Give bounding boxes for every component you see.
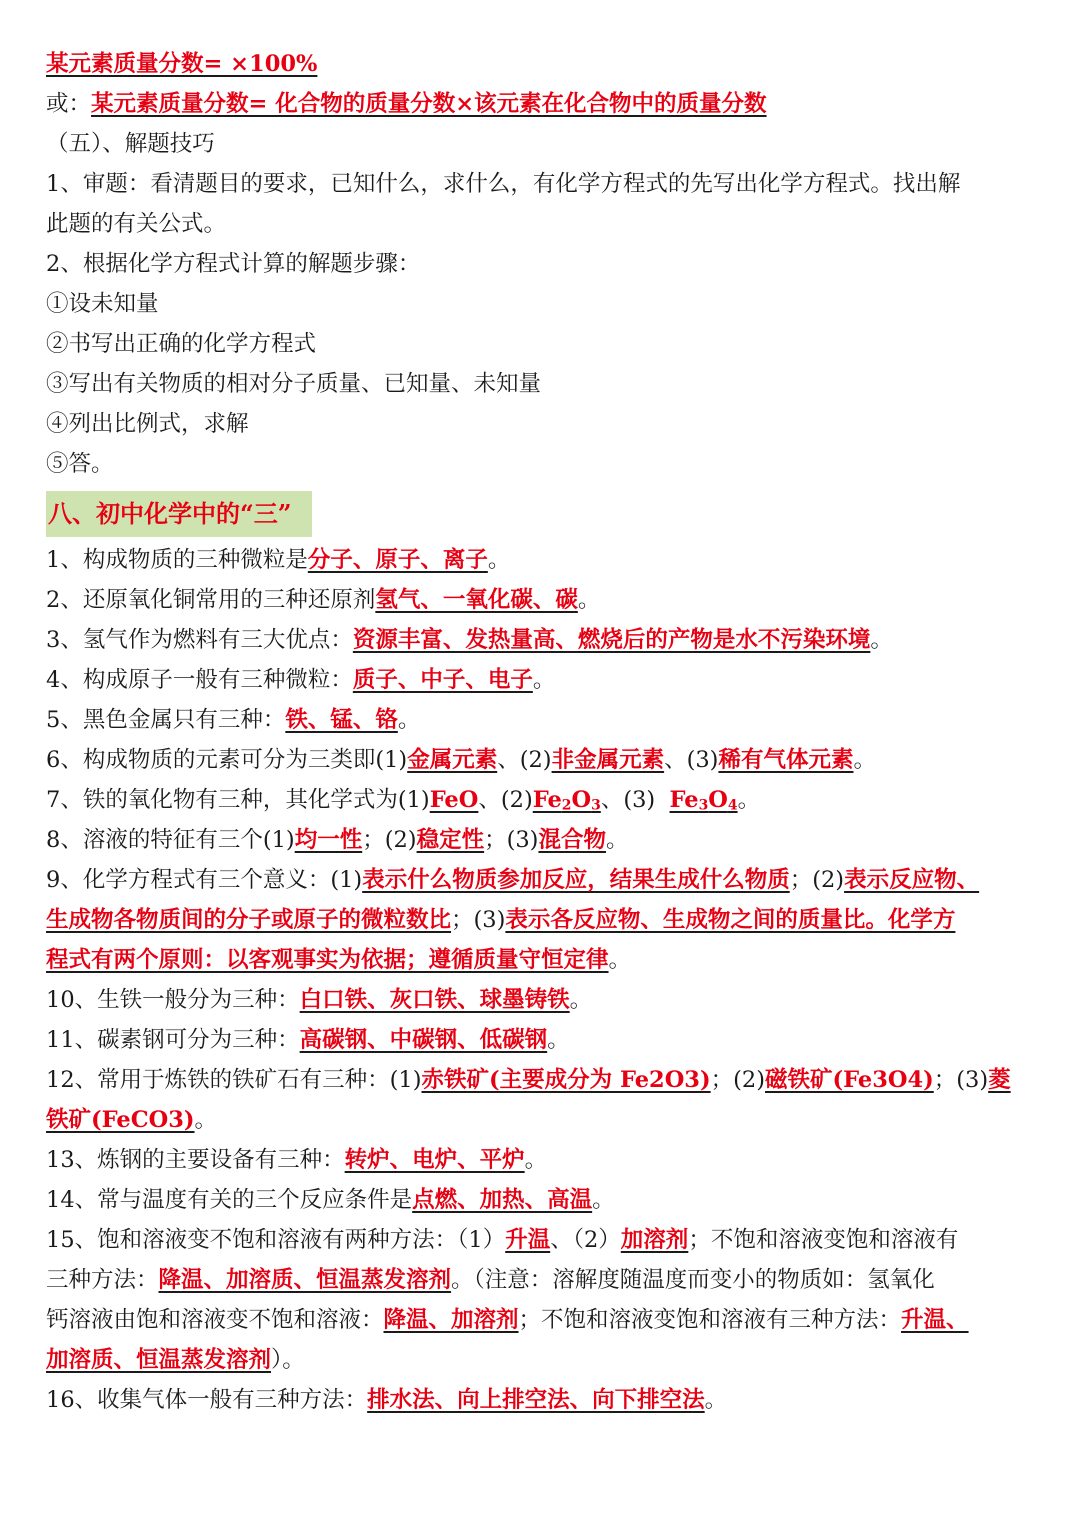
item-12-line-1 — [46, 1060, 1034, 1100]
item-7 — [46, 780, 1034, 820]
formula-line-1 — [46, 44, 1034, 84]
item-keyword: 氢气、一氧化碳、碳 — [375, 587, 578, 613]
item-text: 、(3) — [664, 747, 719, 773]
item-text: 2、还原氧化铜常用的三种还原剂 — [46, 587, 376, 613]
item-end: 。 — [569, 987, 593, 1013]
item-keyword: 程式有两个原则：以客观事实为依据；遵循质量守恒定律 — [46, 947, 609, 973]
tips-step-2: 2、根据化学方程式计算的解题步骤： — [46, 251, 421, 277]
item-text: ；(2) — [789, 867, 845, 893]
item-15-line-4 — [46, 1340, 1034, 1380]
item-end: 。 — [870, 627, 893, 653]
item-text: 6、构成物质的元素可分为三类即(1) — [46, 747, 408, 773]
item-text: ；不饱和溶液变饱和溶液有三种方法： — [518, 1307, 902, 1333]
item-12-line-2 — [46, 1100, 1034, 1140]
item-end: 。 — [605, 827, 629, 853]
item-text: 11、碳素钢可分为三种： — [46, 1027, 300, 1053]
item-end: 。 — [608, 947, 632, 973]
item-text: 14、常与温度有关的三个反应条件是 — [46, 1187, 413, 1213]
item-end: 。 — [487, 547, 511, 573]
item-keyword: 白口铁、灰口铁、球墨铸铁 — [299, 987, 570, 1013]
item-text: 三种方法： — [46, 1267, 159, 1293]
item-end: 。 — [592, 1187, 615, 1213]
item-keyword: 均一性 — [294, 827, 363, 853]
item-text: ；(2) — [710, 1067, 765, 1093]
item-keyword: 加溶剂 — [620, 1227, 689, 1253]
item-text: ；(2) — [362, 827, 417, 853]
item-text: 15、饱和溶液变不饱和溶液有两种方法：（1） — [46, 1227, 506, 1253]
formula-subscript: 3 — [591, 797, 601, 814]
item-keyword: 点燃、加热、高温 — [412, 1187, 593, 1213]
item-keyword: 排水法、向上排空法、向下排空法 — [367, 1387, 705, 1413]
tips-step-1b: 此题的有关公式。 — [46, 211, 227, 237]
item-15-line-2 — [46, 1260, 1034, 1300]
item-keyword: 菱 — [988, 1067, 1011, 1093]
formula-part: Fe — [532, 787, 562, 813]
section-heading: 八、初中化学中的“三” — [46, 491, 312, 537]
item-text: 5、黑色金属只有三种： — [46, 707, 286, 733]
item-end: 。 — [194, 1107, 218, 1133]
item-text: 7、铁的氧化物有三种，其化学式为(1) — [46, 787, 430, 813]
formula-fe3o4 — [670, 787, 738, 813]
item-text: 16、收集气体一般有三种方法： — [46, 1387, 368, 1413]
item-keyword: 非金属元素 — [551, 747, 665, 773]
item-text: 钙溶液由饱和溶液变不饱和溶液： — [46, 1307, 384, 1333]
item-keyword: 转炉、电炉、平炉 — [344, 1147, 525, 1173]
item-text: 13、炼钢的主要设备有三种： — [46, 1147, 345, 1173]
item-15-line-3 — [46, 1300, 1034, 1340]
formula-subscript: 2 — [561, 797, 572, 814]
item-keyword: 表示反应物、 — [844, 867, 980, 893]
item-keyword: 升温 — [505, 1227, 551, 1253]
item-text: 1、构成物质的三种微粒是 — [46, 547, 308, 573]
item-end: 。 — [532, 667, 556, 693]
item-1 — [46, 540, 1034, 580]
item-text: 4、构成原子一般有三种微粒： — [46, 667, 353, 693]
item-16 — [46, 1380, 1034, 1420]
item-text: ；(3) — [933, 1067, 989, 1093]
item-keyword: 混合物 — [538, 827, 606, 853]
tips-sub-step: ④列出比例式，求解 — [46, 411, 249, 437]
item-6 — [46, 740, 1034, 780]
item-9-line-2 — [46, 900, 1034, 940]
item-keyword: 铁矿(FeCO3) — [46, 1107, 195, 1133]
item-text: ；不饱和溶液变饱和溶液有 — [688, 1227, 959, 1253]
item-3 — [46, 620, 1034, 660]
formula-part: O — [571, 787, 592, 813]
item-keyword: 稀有气体元素 — [718, 747, 854, 773]
item-text: 12、常用于炼铁的铁矿石有三种：(1) — [46, 1067, 422, 1093]
item-2 — [46, 580, 1034, 620]
formula-keyword-2: 某元素质量分数= 化合物的质量分数×该元素在化合物中的质量分数 — [91, 91, 767, 117]
item-keyword: 金属元素 — [407, 747, 498, 773]
item-text: 10、生铁一般分为三种： — [46, 987, 300, 1013]
formula-subscript: 3 — [698, 797, 709, 814]
tips-sub-step: ③写出有关物质的相对分子质量、已知量、未知量 — [46, 371, 542, 397]
item-9-line-1 — [46, 860, 1034, 900]
item-text: ；(3) — [451, 907, 506, 933]
tips-sub-step: ②书写出正确的化学方程式 — [46, 331, 317, 357]
item-keyword: 生成物各物质间的分子或原子的微粒数比 — [46, 907, 452, 933]
item-keyword: 质子、中子、电子 — [352, 667, 533, 693]
item-keyword: 分子、原子、离子 — [307, 547, 488, 573]
item-text: 8、溶液的特征有三个(1) — [46, 827, 295, 853]
item-keyword: 降温、加溶质、恒温蒸发溶剂 — [158, 1267, 452, 1293]
item-text: 、(2) — [497, 747, 552, 773]
formula-part: O — [708, 787, 728, 813]
item-keyword: 表示什么物质参加反应，结果生成什么物质 — [362, 867, 790, 893]
item-14 — [46, 1180, 1034, 1220]
item-keyword: 稳定性 — [416, 827, 485, 853]
item-end: 。 — [704, 1387, 728, 1413]
item-keyword: 降温、加溶剂 — [383, 1307, 519, 1333]
item-4 — [46, 660, 1034, 700]
item-end: 。 — [524, 1147, 548, 1173]
item-text: ；(3) — [484, 827, 539, 853]
formula-subscript: 4 — [727, 797, 738, 814]
formula-keyword-1: 某元素质量分数= ×100% — [46, 51, 318, 77]
item-end: 。 — [577, 587, 601, 613]
item-text: 、(3) — [600, 787, 670, 813]
item-keyword: 升温、 — [901, 1307, 969, 1333]
item-keyword: 表示各反应物、生成物之间的质量比。化学方 — [505, 907, 956, 933]
item-end: 。 — [397, 707, 421, 733]
formula-feo: FeO — [429, 787, 479, 813]
item-8 — [46, 820, 1034, 860]
item-text: 3、氢气作为燃料有三大优点： — [46, 627, 353, 653]
item-13 — [46, 1140, 1034, 1180]
item-end: 。 — [853, 747, 876, 773]
item-keyword: 磁铁矿(Fe3O4) — [765, 1067, 934, 1093]
tips-sub-step: ⑤答。 — [46, 451, 114, 477]
item-keyword: 赤铁矿(主要成分为 Fe2O3) — [421, 1067, 711, 1093]
item-keyword: 铁、锰、铬 — [285, 707, 398, 733]
tips-step-1a: 1、审题：看清题目的要求，已知什么，求什么，有化学方程式的先写出化学方程式。找出解 — [46, 171, 961, 197]
item-keyword: 高碳钢、中碳钢、低碳钢 — [299, 1027, 548, 1053]
item-keyword: 资源丰富、发热量高、燃烧后的产物是水不污染环境 — [352, 627, 871, 653]
formula-part: Fe — [669, 787, 699, 813]
or-prefix: 或： — [46, 91, 92, 117]
tips-title: （五）、解题技巧 — [46, 131, 215, 157]
item-keyword: 加溶质、恒温蒸发溶剂 — [46, 1347, 272, 1373]
item-end: 。 — [737, 787, 761, 813]
item-text: 9、化学方程式有三个意义：(1) — [46, 867, 363, 893]
item-10 — [46, 980, 1034, 1020]
formula-line-2 — [46, 84, 1034, 124]
item-text: 、（2） — [550, 1227, 621, 1253]
item-end: ）。 — [271, 1347, 305, 1373]
item-end: 。 — [547, 1027, 570, 1053]
item-text: 。（注意：溶解度随温度而变小的物质如：氢氧化 — [451, 1267, 935, 1293]
item-15-line-1 — [46, 1220, 1034, 1260]
formula-fe2o3 — [533, 787, 601, 813]
item-text: 、(2) — [478, 787, 533, 813]
item-11 — [46, 1020, 1034, 1060]
item-9-line-3 — [46, 940, 1034, 980]
tips-sub-step: ①设未知量 — [46, 291, 159, 317]
item-5 — [46, 700, 1034, 740]
